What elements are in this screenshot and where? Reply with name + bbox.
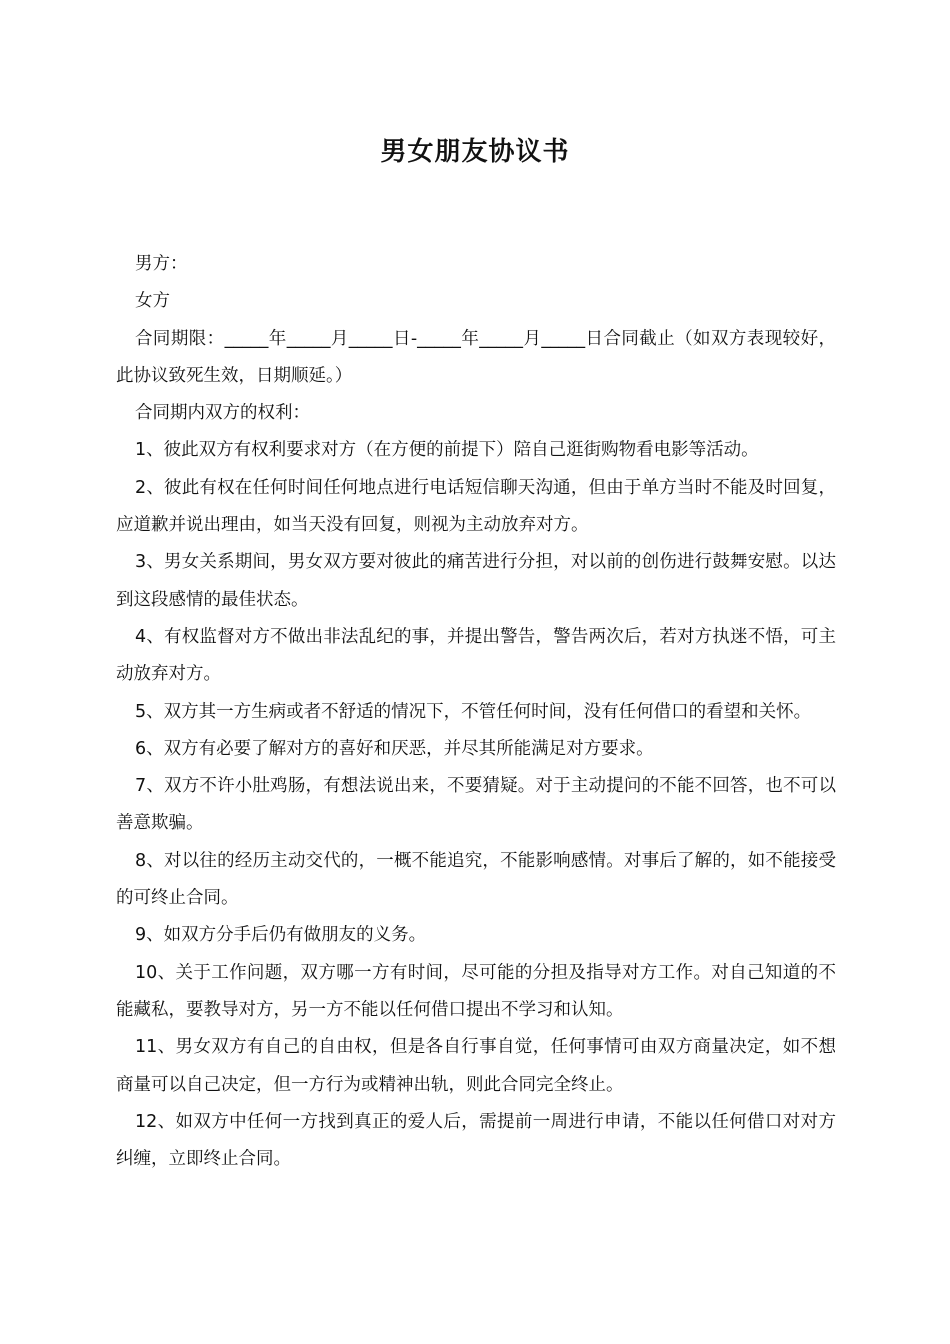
document-body [116, 246, 836, 1178]
contract-term-paragraph: 合同期限：_____年_____月_____日-_____年_____月_____日合同截止（如双方表现较好，此协议致死生效，日期顺延。） [116, 328, 836, 386]
clause-9: 9、如双方分手后仍有做朋友的义务。 [135, 925, 427, 946]
clause-11: 11、男女双方有自己的自由权，但是各自行事自觉，任何事情可由双方商量决定，如不想商量可以自己决定，但一方行为或精神出轨，则此合同完全终止。 [116, 1037, 836, 1095]
clause-2: 2、彼此有权在任何时间任何地点进行电话短信聊天沟通，但由于单方当时不能及时回复，应道歉并说出理由，如当天没有回复，则视为主动放弃对方。 [116, 477, 836, 536]
document-title: 男女朋友协议书 [380, 137, 570, 167]
clause-10: 10、关于工作问题，双方哪一方有时间，尽可能的分担及指导对方工作。对自己知道的不能藏私，要教导对方，另一方不能以任何借口提出不学习和认知。 [116, 962, 836, 1020]
clause-4: 4、有权监督对方不做出非法乱纪的事，并提出警告，警告两次后，若对方执迷不悟，可主动放弃对方。 [116, 626, 836, 685]
clause-6: 6、双方有必要了解对方的喜好和厌恶，并尽其所能满足对方要求。 [135, 738, 654, 759]
female-party-line: 女方 [135, 291, 170, 312]
male-party-line: 男方： [135, 254, 188, 274]
rights-heading: 合同期内双方的权利： [135, 403, 310, 424]
clause-12: 12、如双方中任何一方找到真正的爱人后，需提前一周进行申请，不能以任何借口对对方纠缠，立即终止合同。 [116, 1111, 836, 1170]
clause-8: 8、对以往的经历主动交代的，一概不能追究，不能影响感情。对事后了解的，如不能接受的可终止合同。 [116, 850, 836, 909]
clause-1: 1、彼此双方有权利要求对方（在方便的前提下）陪自己逛街购物看电影等活动。 [135, 440, 759, 461]
clause-7: 7、双方不许小肚鸡肠，有想法说出来，不要猜疑。对于主动提问的不能不回答，也不可以善意欺骗。 [116, 776, 836, 834]
clause-5: 5、双方其一方生病或者不舒适的情况下，不管任何时间，没有任何借口的看望和关怀。 [135, 701, 812, 722]
clause-3: 3、男女关系期间，男女双方要对彼此的痛苦进行分担，对以前的创伤进行鼓舞安慰。以达到这段感情的最佳状态。 [116, 552, 836, 610]
